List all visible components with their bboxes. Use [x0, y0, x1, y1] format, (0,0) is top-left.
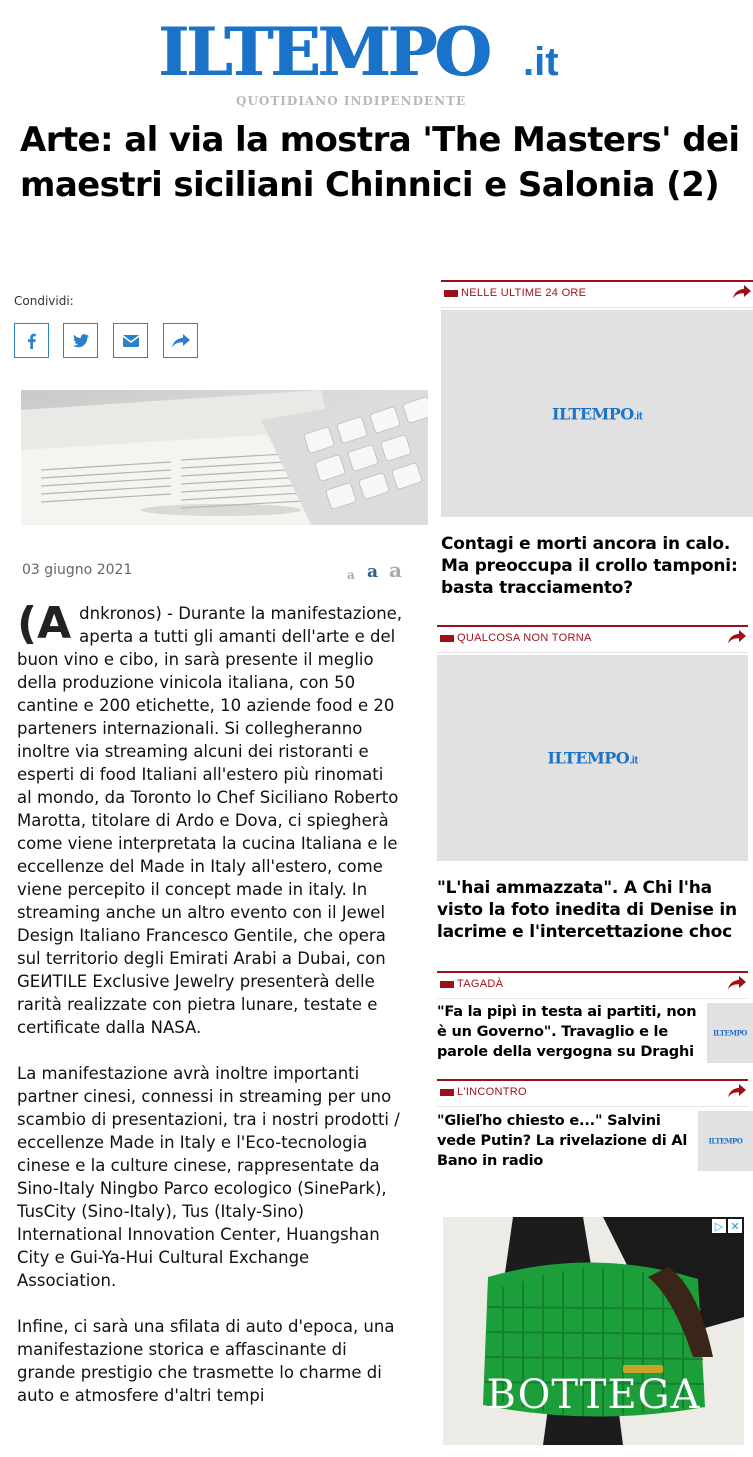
logo-suffix: .it: [523, 40, 559, 84]
thumbnail-logo: [713, 1029, 747, 1038]
thumbnail-logo-text: ILTEMPO: [547, 748, 630, 768]
email-icon: [123, 335, 139, 347]
share-twitter-button[interactable]: [63, 323, 98, 358]
article-thumbnail[interactable]: [441, 310, 753, 517]
site-logo[interactable]: [158, 13, 578, 110]
section-label: TAGADÀ: [457, 978, 504, 990]
article-thumbnail[interactable]: [437, 655, 748, 861]
share-email-button[interactable]: [113, 323, 148, 358]
section-marker: [440, 981, 454, 988]
font-size-small-button[interactable]: a: [347, 568, 355, 582]
article-headline: Arte: al via la mostra 'The Masters' dei maestri siciliani Chinnici e Salonia (2): [20, 120, 740, 205]
font-size-large-button[interactable]: a: [389, 558, 402, 582]
share-arrow-icon[interactable]: [728, 1083, 746, 1099]
ad-controls: [712, 1219, 742, 1233]
sidebar-article-title[interactable]: "L'hai ammazzata". A Chi l'ha visto la foto inedita di Denise in lacrime e l'intercettazione choc: [437, 878, 737, 942]
facebook-icon: [25, 333, 39, 349]
sidebar-section-header: [437, 1079, 748, 1107]
share-arrow-icon: [172, 334, 190, 348]
font-size-medium-button[interactable]: a: [367, 562, 379, 582]
section-label: NELLE ULTIME 24 ORE: [461, 287, 587, 299]
article-paragraph: La manifestazione avrà inoltre importanti partner cinesi, connessi in streaming per uno scambio di presentazioni, tra i nostri prodotti / eccellenze Made in Italy e l'Eco-tecnologia cinese e la culture cinese, rappresentate da Sino-Italy Ningbo Parco ecologico (SinePark), TusCity (Sino-Italy), Tus (Italy-Sino) International Innovation Center, Huangshan City e Gui-Ya-Hui Cultural Exchange Association.: [17, 1064, 400, 1290]
section-marker: [444, 290, 458, 297]
share-arrow-icon[interactable]: [733, 284, 751, 300]
thumbnail-logo-text: ILTEMPO: [552, 404, 634, 423]
thumbnail-logo-text: ILTEMPO: [708, 1136, 743, 1146]
sidebar-section-header: [437, 971, 748, 999]
drop-cap: (A: [17, 602, 72, 649]
share-more-button[interactable]: [163, 323, 198, 358]
section-label: QUALCOSA NON TORNA: [457, 632, 592, 644]
sidebar-section-header: [441, 280, 753, 308]
article-date: 03 giugno 2021: [22, 562, 133, 578]
sidebar-article-title[interactable]: "Glieľho chiesto e..." Salvini vede Putin? La rivelazione di Al Bano in radio: [437, 1113, 688, 1169]
close-icon[interactable]: ✕: [728, 1219, 742, 1233]
sidebar-article-title[interactable]: "Fa la pipì in testa ai partiti, non è un Governo". Travaglio e le parole della vergogna su Draghi: [437, 1004, 697, 1060]
section-marker: [440, 635, 454, 642]
article-paragraph: [17, 602, 403, 1039]
share-arrow-icon[interactable]: [728, 629, 746, 645]
ad-brand-name: BOTTEGA: [486, 1372, 701, 1418]
twitter-icon: [73, 334, 89, 348]
logo-wordmark: ILTEMPO: [158, 13, 489, 91]
newspaper-keyboard-illustration: [21, 390, 428, 525]
article-thumbnail[interactable]: [698, 1111, 753, 1171]
logo-tagline: QUOTIDIANO INDIPENDENTE: [236, 94, 467, 108]
sidebar-section-header: [437, 625, 748, 653]
thumbnail-logo: [552, 404, 642, 423]
font-size-controls: [347, 558, 407, 582]
share-arrow-icon[interactable]: [728, 975, 746, 991]
ad-choices-icon[interactable]: ▷: [712, 1219, 726, 1233]
article-image: [21, 390, 428, 525]
article-body: [17, 602, 403, 1447]
thumbnail-logo: [548, 749, 638, 768]
section-label: L'INCONTRO: [457, 1086, 527, 1098]
share-facebook-button[interactable]: [14, 323, 49, 358]
thumbnail-logo-suffix: .it: [629, 754, 638, 767]
thumbnail-logo-suffix: .it: [633, 410, 642, 422]
sidebar-article-title[interactable]: Contagi e morti ancora in calo. Ma preoccupa il crollo tamponi: basta tracciamento?: [441, 534, 738, 598]
thumbnail-logo: [709, 1137, 743, 1146]
share-label: Condividi:: [14, 294, 74, 308]
thumbnail-logo-text: ILTEMPO: [713, 1028, 747, 1038]
paragraph-text: dnkronos) - Durante la manifestazione, aperta a tutti gli amanti dell'arte e del buon vino e cibo, in sarà presente il meglio della produzione vinicola italiana, con 50 cantine e 200 etichette, 10 aziende food e 20 parteners internazionali. Si collegheranno inoltre via streaming alcuni dei ristoranti e esperti di food Italiani all'estero più rinomati al mondo, da Toronto lo Chef Siciliano Roberto Marotta, titolare di Ardo e Dova, ci spiegherà come viene interpretata la cucina Italiana e le eccellenze del Made in Italy all'estero, come viene percepito il concept made in italy. In streaming anche un altro evento con il Jewel Design Italiano Francesco Gentile, che opera sul territorio degli Emirati Arabi a Dubai, con GEИTILE Exclusive Jewelry presenterà delle rarità realizzate con pietra lunare, testate e certificate dalla NASA.: [17, 604, 403, 1037]
article-paragraph: Infine, ci sarà una sfilata di auto d'epoca, una manifestazione storica e affascinante di grande prestigio che trasmette lo charme di auto e atmosfere d'altri tempi: [17, 1317, 395, 1405]
article-thumbnail[interactable]: [707, 1003, 753, 1063]
section-marker: [440, 1089, 454, 1096]
advertisement[interactable]: [443, 1217, 744, 1445]
